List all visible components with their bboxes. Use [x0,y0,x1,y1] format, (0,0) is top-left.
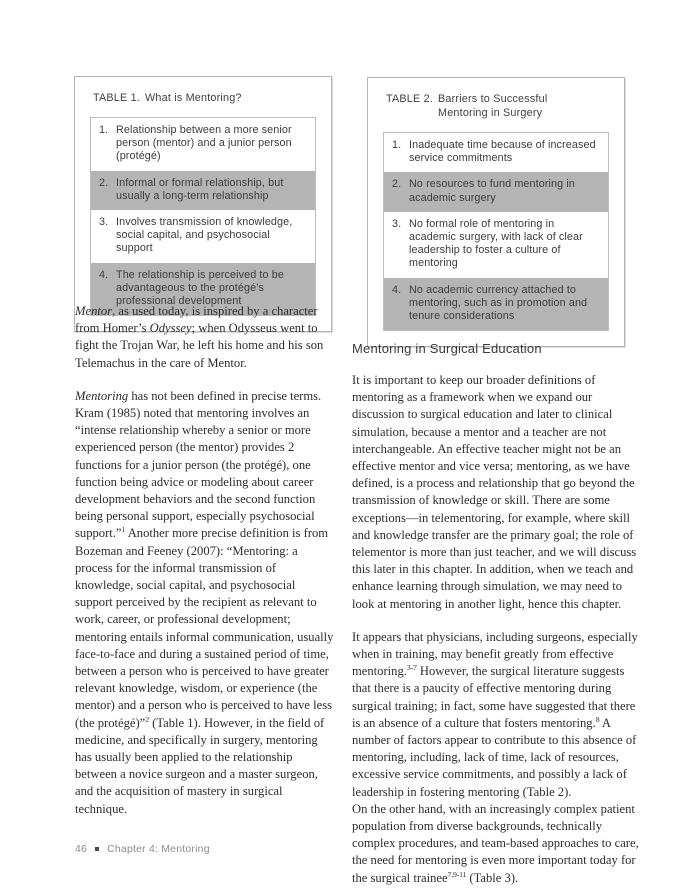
page-number: 46 [75,843,88,855]
left-column [75,303,334,834]
table-1-title [93,91,316,105]
table-row [384,212,608,278]
row-number: 3. [392,217,402,230]
table-1-card [74,76,332,332]
table-1-list [90,117,316,316]
row-number: 4. [99,268,109,281]
section-heading: Mentoring in Surgical Education [352,341,542,356]
row-text: No academic currency attached to mentoring, such as in promotion and tenure considerations [409,283,588,323]
footer-bullet-icon [95,847,99,851]
right-column [352,341,644,896]
table-row [91,171,315,210]
row-number: 1. [99,124,109,136]
table-row [91,210,315,263]
row-text: No resources to fund mentoring in academic surgery [409,178,575,204]
row-text: Involves transmission of knowledge, social capital, and psychosocial support [116,216,293,255]
table-1-label: TABLE 1. [93,92,141,104]
row-number: 2. [99,176,109,189]
row-text: Informal or formal relationship, but usually a long-term relationship [116,176,284,202]
row-number: 3. [99,216,109,229]
paragraph-mentoring-need: It appears that physicians, including surgeons, especially when in training, may benefit greatly from effective mentoring.$^{3-7}$ However, the surgical literature suggests that there is a paucity of effective mentoring during surgical training; in fact, some have suggested that there is an absence of a culture that fosters mentoring.$^8$ A number of factors appear to contribute to this absence of mentoring, including, lack of time, lack of resources, excessive service commitments, and possibly a lack of leadership in fostering mentoring (Table 2). On the other hand, with an increasingly complex patient population from diverse backgrounds, technically complex procedures, and team-based approaches to care, the need for mentoring is even more important today for the surgical trainee$^{7,9-11}$ (Table 3). [352,629,639,885]
chapter-title: Chapter 4: Mentoring [107,843,210,855]
paragraph-surgical-education: It is important to keep our broader definitions of mentoring as a framework when we expand our discussion to surgical education and later to clinical simulation, because a mentor and a teacher are not interchangeable. An effective teacher might not be an effective mentor and vice versa; mentoring, as we have defined, is a process and relationship that go beyond the transmission of knowledge or skill. There are some exceptions—in telementoring, for example, where skill and knowledge transfer are the primary goal; the role of telementor is more than just teacher, and we will discuss this later in this chapter. In addition, when we teach and enhance learning through simulation, we may need to look at mentoring in another light, hence this chapter. [352,373,637,611]
row-text: No formal role of mentoring in academic surgery, with lack of clear leadership to foster a culture of mentoring [409,217,583,270]
table-row [91,118,315,171]
table-2-card [367,77,625,347]
table-row [384,133,608,172]
table-2-title-text: Barriers to Successful Mentoring in Surgery [438,93,548,119]
row-number: 4. [392,283,402,296]
paragraph-mentoring-definition: Mentoring has not been defined in precise terms. Kram (1985) noted that mentoring involves an “intense relationship whereby a senior or more experienced person (the mentor) provides 2 functions for a junior person (the protégé), one function being advice or modeling about career development behaviors and the second function being personal support, especially psychosocial support.”$^1$ Another more precise definition is from Bozeman and Feeney (2007): “Mentoring: a process for the informal transmission of knowledge, social capital, and psychosocial support perceived by the recipient as relevant to work, career, or professional development; mentoring entails informal communication, usually face-to-face and during a sustained period of time, between a person who is perceived to have greater relevant knowledge, wisdom, or experience (the mentor) and a person who is perceived to have less (the protégé)”$^2$ (Table 1). However, in the field of medicine, and specifically in surgery, mentoring has usually been applied to the relationship between a novice surgeon and a master surgeon, and the acquisition of mastery in surgical technique. [75,388,334,816]
paragraph-mentor-origin: Mentor, as used today, is inspired by a character from Homer’s Odyssey; when Odysseus went to fight the Trojan War, he left his home and his son Telemachus in the care of Mentor. [75,304,324,370]
row-text: The relationship is perceived to be advantageous to the protégé’s professional development [116,268,284,308]
page-footer [75,843,210,855]
table-1-title-text: What is Mentoring? [145,92,242,104]
table-2-title [386,92,609,120]
row-text: Relationship between a more senior person (mentor) and a junior person (protégé) [116,124,292,163]
row-number: 2. [392,178,402,191]
table-row [384,278,608,331]
table-row [384,172,608,211]
table-2-list [383,132,609,331]
table-2-label: TABLE 2. [386,93,434,105]
row-number: 1. [392,139,402,151]
row-text: Inadequate time because of increased service commitments [409,139,596,165]
